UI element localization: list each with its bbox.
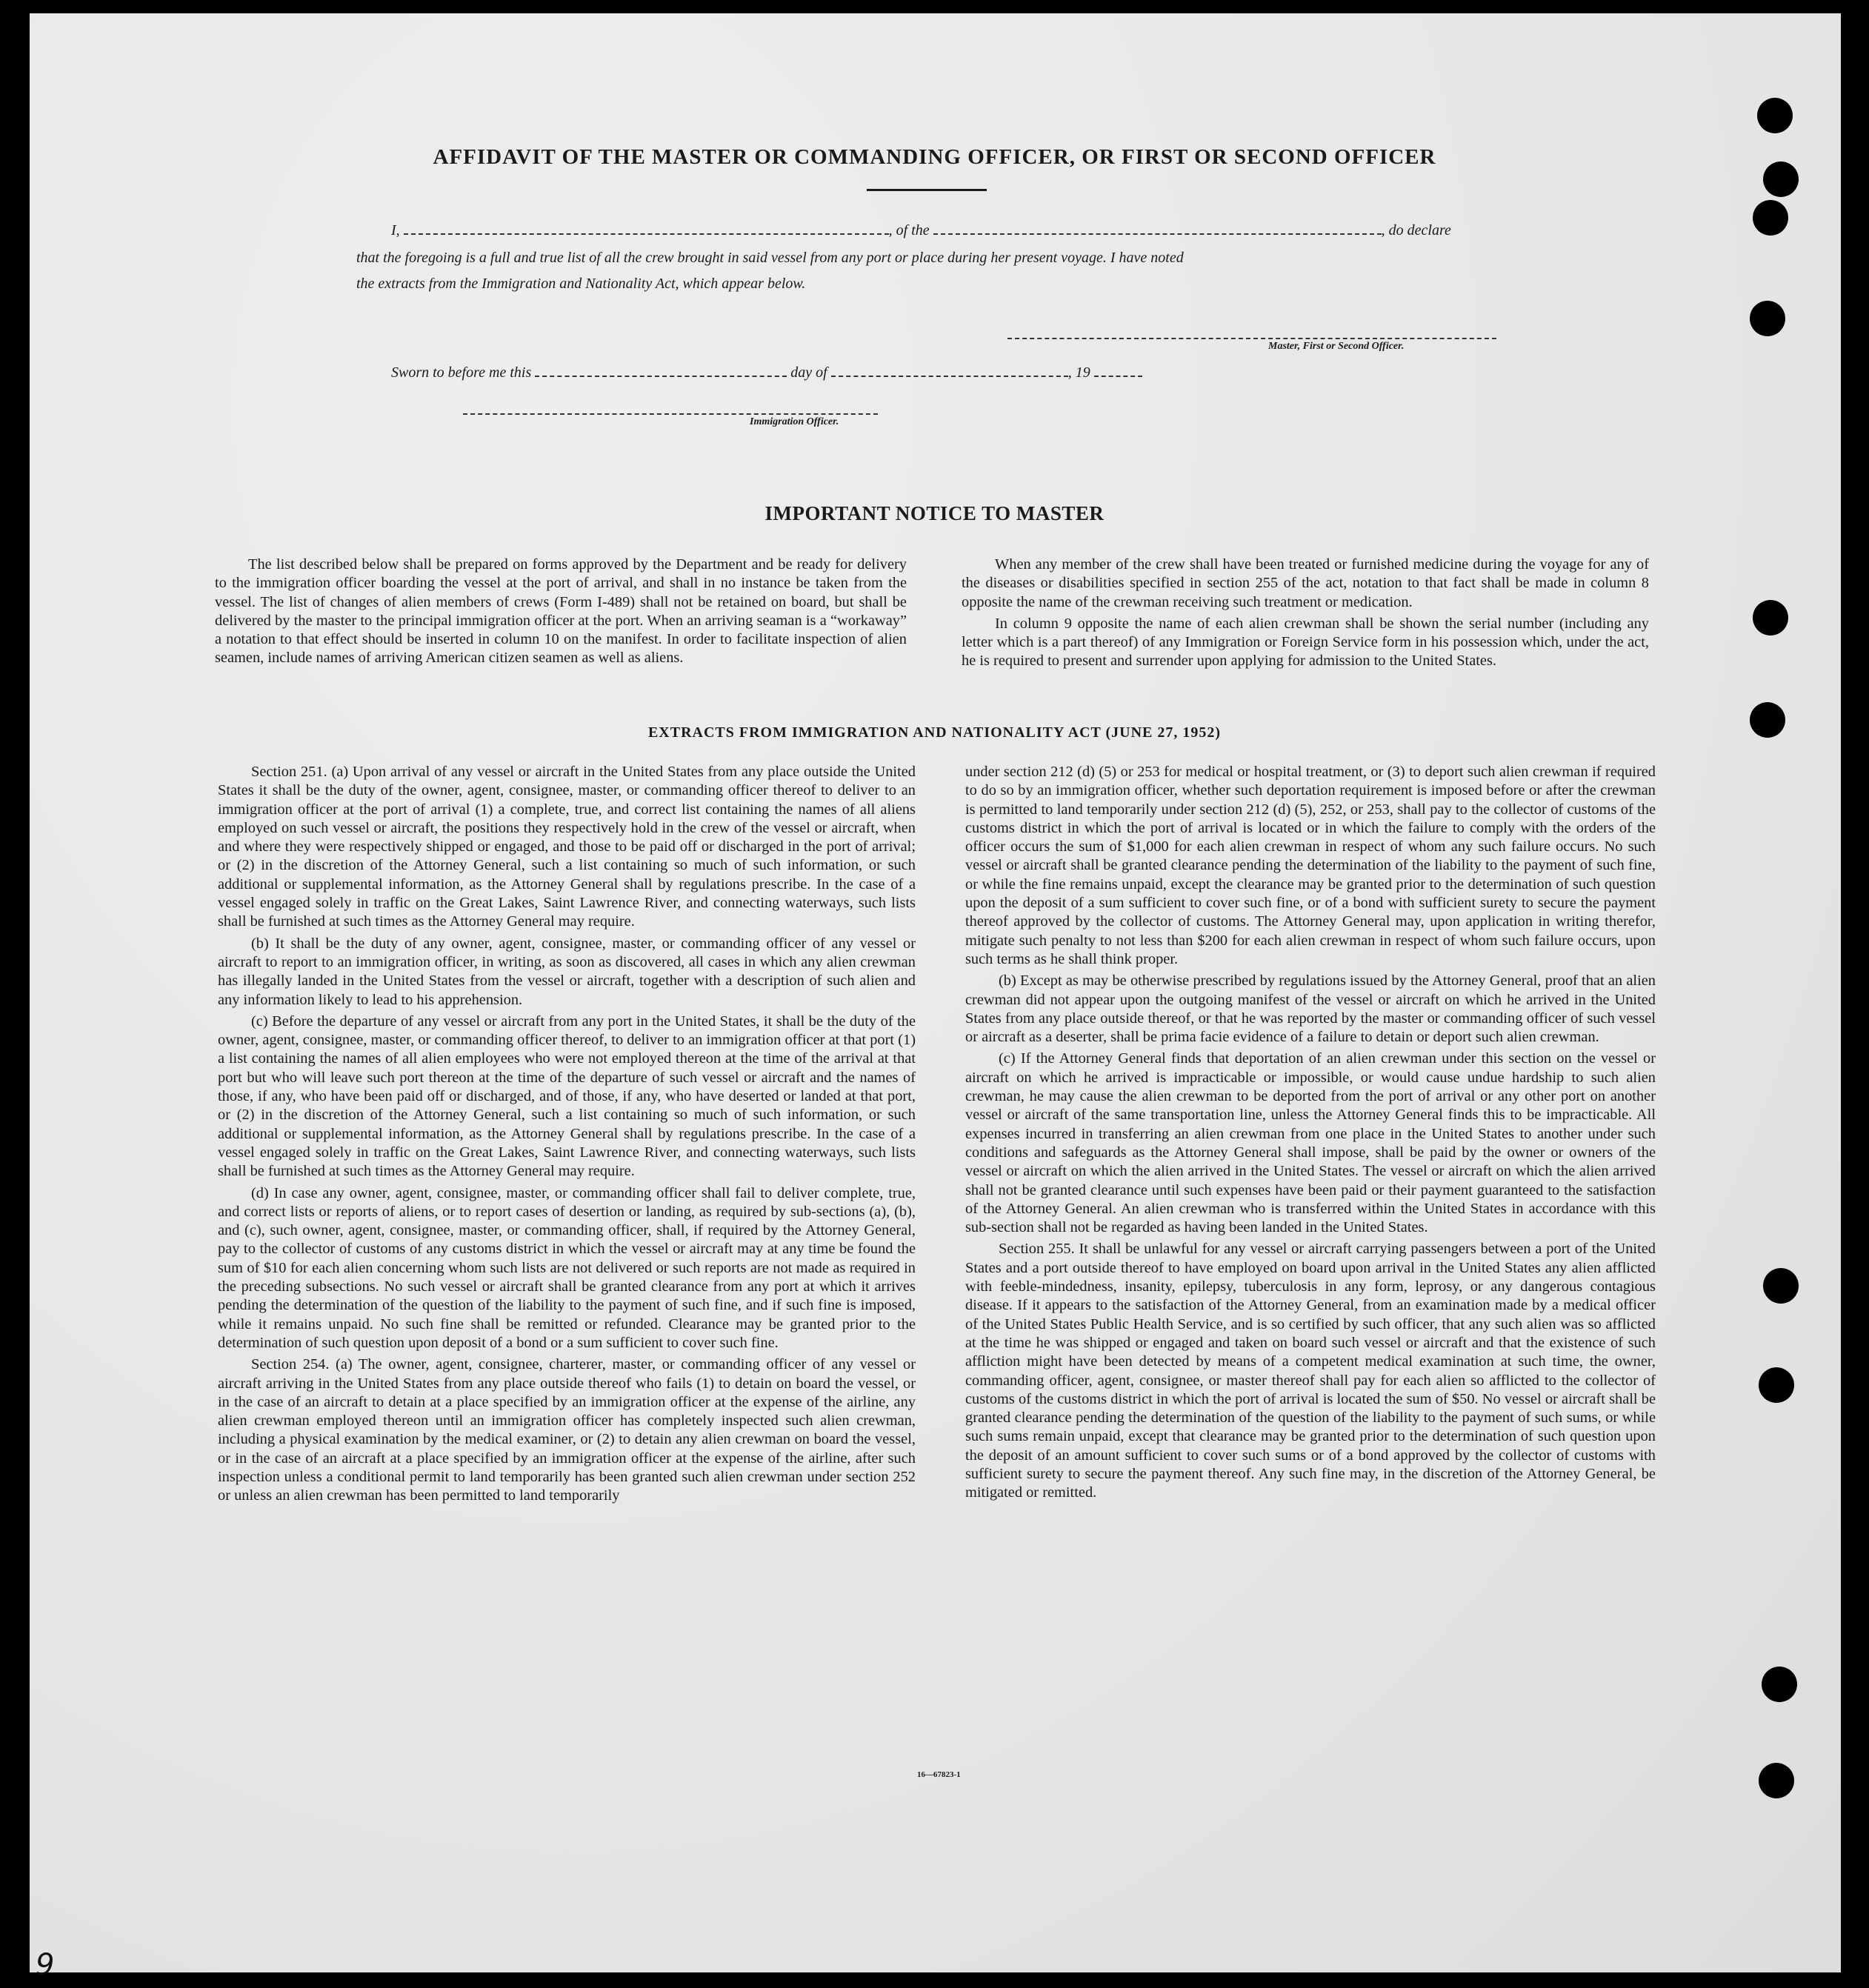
section-251-c: (c) Before the departure of any vessel or aircraft from any port in the United States, it shall be the duty of the owner, agent, consignee, master, or commanding officer thereof, to deliver to an immigration officer at that port (1) a list containing the names of all alien employees who were not employed thereon at the time of the arrival at that port but who will leave such port thereon at the time of the departure of such vessel or aircraft and the names of those, if any, who have been paid off or discharged, and of those, if any, who have deserted or landed at that port, or (2) in the discretion of the Attorney General, such a list containing so much of such information, or such additional or supplemental information, as the Attorney General shall by regulations prescribe. In the case of a vessel engaged solely in traffic on the Great Lakes, Saint Lawrence River, and connecting waterways, such lists shall be furnished at such times as the Attorney General may require. — [218, 1013, 916, 1180]
section-255: Section 255. It shall be unlawful for any vessel or aircraft carrying passengers between a port of the United States and a port outside thereof to have employed on board upon arrival in the United States any alien afflicted with feeble-mindedness, insanity, epilepsy, tuberculosis in any form, leprosy, or any dangerous contagious disease. If it appears to the satisfaction of the Attorney General, from an examination made by a medical officer of the United States Public Health Service, and is so certified by such officer, that any such alien was so afflicted at the time he was shipped or engaged and taken on board such vessel or aircraft and that the existence of such affliction might have been detected by means of a competent medical examination at such time, the owner, commanding officer, agent, consignee, or master thereof shall pay for each alien so afflicted to the collector of customs of the customs district in which the port of arrival is located the sum of $50. No vessel or aircraft shall be granted clearance pending the determination of the question of the liability to the payment of such sums, or while such sums remain unpaid, except that clearance may be granted prior to the determination of such question upon the deposit of an amount sufficient to cover such sums or of a bond approved by the collector of customs with sufficient surety to secure the payment thereof. Any such fine may, in the discretion of the Attorney General, be mitigated or remitted. — [965, 1241, 1656, 1501]
extracts-title: EXTRACTS FROM IMMIGRATION AND NATIONALITY ACT (JUNE 27, 1952) — [647, 724, 1222, 741]
declaration-line-2: that the foregoing is a full and true list of all the crew brought in said vessel from any port or place during her present voyage. I have noted — [356, 250, 1184, 266]
declaration-of-the: , of the — [888, 222, 930, 239]
punch-hole — [1753, 200, 1788, 236]
affidavit-title: AFFIDAVIT OF THE MASTER OR COMMANDING OFFICER, OR FIRST OR SECOND OFFICER — [433, 145, 1436, 169]
punch-hole — [1753, 600, 1788, 636]
sworn-year: , 19 — [1067, 364, 1090, 381]
sworn-line — [391, 364, 1142, 381]
section-254-a-continued: under section 212 (d) (5) or 253 for medical or hospital treatment, or (3) to deport such alien crewman if required to do so by an immigration officer, whether such deportation requirement is imposed before or after the crewman is permitted to land temporarily under section 212 (d) (5), 252, or 253, shall pay to the collector of customs of the customs district in which the port of arrival is located or in which the failure to comply with the orders of the officer occurs the sum of $1,000 for each alien crewman in respect of whom any such failure occurs. No such vessel or aircraft shall be granted clearance pending the determination of the liability to the payment of such fine, or while the fine remains unpaid, except the clearance may be granted prior to the determination of such question upon the deposit of a sum sufficient to cover such fine, or of a bond with sufficient surety to secure the payment thereof approved by the collector of customs. The Attorney General may, upon application in writing therefor, mitigate such penalty to not less than $200 for each alien crewman in respect of whom such failure occurs, upon such terms as he shall think proper. — [965, 764, 1656, 967]
immigration-officer-line[interactable] — [463, 413, 878, 415]
punch-hole — [1759, 1763, 1794, 1798]
notice-left-paragraph: The list described below shall be prepared on forms approved by the Department and be ready for delivery to the immigration officer boarding the vessel at the port of arrival, and shall in no instance be taken from the vessel. The list of changes of alien members of crews (Form I-489) shall not be retained on board, but shall be delivered by the master to the principal immigration officer at the port. When an arriving seaman is a “workaway” a notation to that effect should be inserted in column 10 on the manifest. In order to facilitate inspection of alien seamen, include names of arriving American citizen seamen as well as aliens. — [215, 556, 907, 667]
extracts-left-column — [218, 763, 916, 1509]
declaration-line-1 — [391, 222, 1451, 239]
punch-hole — [1759, 1367, 1794, 1403]
notice-right-paragraph-1: When any member of the crew shall have been treated or furnished medicine during the voyage for any of the diseases or disabilities specified in section 255 of the act, notation to that fact shall be made in column 8 opposite the name of the crewman receiving such treatment or medication. — [962, 556, 1649, 610]
punch-hole — [1750, 301, 1785, 336]
sworn-prefix: Sworn to before me this — [391, 364, 532, 381]
notice-right-paragraph-2: In column 9 opposite the name of each alien crewman shall be shown the serial number (including any letter which is a part thereof) of any Immigration or Foreign Service form in his possession which, under the act, he is required to present and surrender upon applying for admission to the United States. — [962, 615, 1649, 670]
master-signature-line[interactable] — [1007, 338, 1496, 339]
sworn-day-field[interactable] — [535, 373, 787, 377]
declaration-i: I, — [391, 222, 400, 239]
extracts-right-column — [965, 763, 1656, 1506]
handwritten-page-mark: 9 — [36, 1948, 55, 1982]
sworn-day-of: day of — [790, 364, 827, 381]
sworn-year-field[interactable] — [1094, 373, 1142, 377]
title-rule — [867, 189, 987, 191]
punch-hole — [1757, 98, 1793, 133]
notice-left-column — [215, 556, 907, 671]
sworn-month-field[interactable] — [831, 373, 1068, 377]
punch-hole — [1763, 1268, 1799, 1304]
notice-title: IMPORTANT NOTICE TO MASTER — [764, 502, 1105, 524]
form-code: 16—67823-1 — [917, 1770, 961, 1779]
section-251-d: (d) In case any owner, agent, consignee, master, or commanding officer shall fail to deliver complete, true, and correct lists or reports of aliens, or to report cases of desertion or landing, as required by sub-sections (a), (b), and (c), such owner, agent, consignee, master, or commanding officer, shall, if required by the Attorney General, pay to the collector of customs of any customs district in which the vessel or aircraft may at any time be found the sum of $10 for each alien concerning whom such lists are not delivered or such reports are not made as required in the preceding subsections. No such vessel or aircraft shall be granted clearance from any port at which it arrives pending the determination of the question of the liability to the payment of such fine, and if such fine is imposed, while it remains unpaid. No such fine shall be remitted or refunded. Clearance may be granted prior to the determination of such question upon deposit of a bond or a sum sufficient to cover such fine. — [218, 1184, 916, 1351]
section-251-a: Section 251. (a) Upon arrival of any vessel or aircraft in the United States from any place outside the United States it shall be the duty of the owner, agent, consignee, master, or commanding officer thereof to deliver to an immigration officer at the port of arrival (1) a complete, true, and correct list containing the names of all aliens employed on such vessel or aircraft, the positions they respectively hold in the crew of the vessel or aircraft, when and where they were respectively shipped or engaged, and those to be paid off or discharged in the port of arrival; or (2) in the discretion of the Attorney General, such a list containing so much of such information, or such additional or supplemental information, as the Attorney General shall by regulations prescribe. In the case of a vessel engaged solely in traffic on the Great Lakes, Saint Lawrence River, and connecting waterways, such lists shall be furnished at such times as the Attorney General may require. — [218, 764, 916, 930]
section-254-c: (c) If the Attorney General finds that deportation of an alien crewman under this section on the vessel or aircraft on which he arrived is impracticable or impossible, or would cause undue hardship to such alien crewman, he may cause the alien crewman to be deported from the port of arrival or any other port on another vessel or aircraft of the same transportation line, unless the Attorney General finds this to be impracticable. All expenses incurred in transferring an alien crewman from one place in the United States to another under such conditions and safeguards as the Attorney General shall impose, shall be paid by the owner or owners of the vessel or aircraft on which the alien arrived in the United States. The vessel or aircraft on which the alien arrived shall not be granted clearance until such expenses have been paid or their payment guaranteed to the satisfaction of the Attorney General. An alien crewman who is transferred within the United States in accordance with this sub-section shall not be regarded as having been landed in the United States. — [965, 1050, 1656, 1236]
section-254-a: Section 254. (a) The owner, agent, consignee, charterer, master, or commanding officer of any vessel or aircraft arriving in the United States from any place outside thereof who fails (1) to detain on board the vessel, or in the case of an aircraft to detain at a place specified by an immigration officer at the expense of the airline, any alien crewman employed thereon until an immigration officer has completely inspected such alien crewman, including a physical examination by the medical examiner, or (2) to detain any alien crewman on board the vessel, or in the case of an aircraft at a place specified by an immigration officer at the expense of the airline, after such inspection unless a conditional permit to land temporarily has been granted such alien crewman under section 252 or unless an alien crewman has been permitted to land temporarily — [218, 1356, 916, 1504]
punch-hole — [1762, 1667, 1797, 1702]
declaration-do-declare: , do declare — [1381, 222, 1451, 239]
vessel-field[interactable] — [933, 230, 1382, 235]
immigration-caption: Immigration Officer. — [750, 416, 839, 427]
section-254-b: (b) Except as may be otherwise prescribed by regulations issued by the Attorney General, proof that an alien crewman did not appear upon the outgoing manifest of the vessel or aircraft on which he arrived in the United States from any place outside thereof, or that he was reported by the master or commanding officer of such vessel or aircraft as a deserter, shall be prima facie evidence of a failure to detain or deport such alien crewman. — [965, 973, 1656, 1046]
master-caption: Master, First or Second Officer. — [1268, 341, 1405, 352]
section-251-b: (b) It shall be the duty of any owner, agent, consignee, master, or commanding officer of any vessel or aircraft to report to an immigration officer, in writing, as soon as discovered, all cases in which any alien crewman has illegally landed in the United States from the vessel or aircraft, together with a description of such alien and any information likely to lead to his apprehension. — [218, 935, 916, 1008]
notice-right-column — [962, 556, 1649, 674]
declaration-line-3: the extracts from the Immigration and Nationality Act, which appear below. — [356, 276, 806, 292]
name-field[interactable] — [404, 230, 889, 235]
